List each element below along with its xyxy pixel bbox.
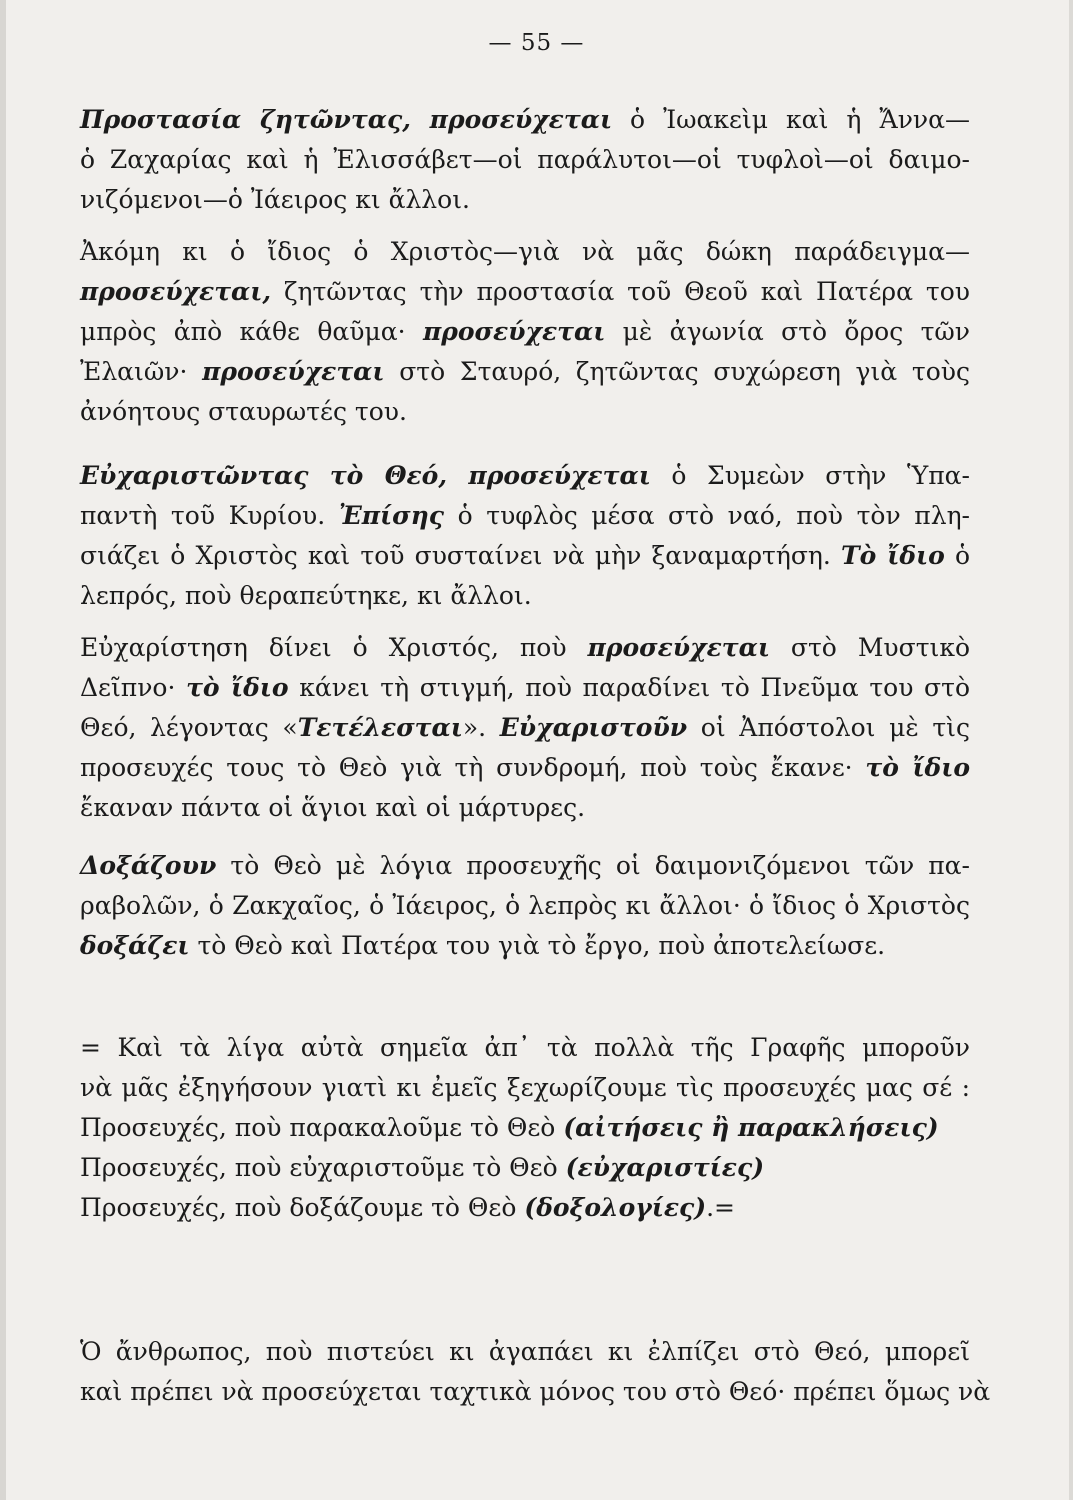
emphasis-text: (δοξολογίες) [524,1193,707,1222]
body-text: λεπρός, ποὺ θεραπεύτηκε, κι ἄλλοι. [80,581,532,610]
emphasis-text: (εὐχαριστίες) [565,1153,765,1182]
emphasis-text: Προστασία ζητῶντας, προσεύχεται [80,105,613,134]
text-line [80,886,970,926]
body-text: ». [462,713,500,742]
paragraph-5 [80,846,970,966]
body-text: μπρὸς ἀπὸ κάθε θαῦμα· [80,317,423,346]
body-text: ἔκαναν πάντα οἱ ἅγιοι καὶ οἱ μάρτυρες. [80,793,586,822]
body-text: Ὁ ἄνθρωπος, ποὺ πιστεύει κι ἀγαπάει κι ἐλπίζει στὸ Θεό, μπορεῖ [80,1337,970,1366]
body-text: .= [706,1193,735,1222]
emphasis-text: δοξάζει [80,931,190,960]
text-line [80,1068,970,1108]
page-left-edge [0,0,6,1500]
text-line [80,1372,991,1412]
paragraph-7 [80,1332,991,1412]
body-text: Προσευχές, ποὺ δοξάζουμε τὸ Θεὸ [80,1193,525,1222]
text-line [80,392,970,432]
body-text: στὸ Σταυρό, ζητῶντας συχώρεση γιὰ τοὺς [384,357,970,386]
paragraph-6 [80,1028,970,1228]
emphasis-text: Ἐπίσης [338,501,444,530]
body-text: κάνει τὴ στιγμή, ποὺ παραδίνει τὸ Πνεῦμα του στὸ [288,673,971,702]
body-text: τὸ Θεὸ καὶ Πατέρα του γιὰ τὸ ἔργο, ποὺ ἀποτελείωσε. [189,931,886,960]
emphasis-text: προσεύχεται [587,633,770,662]
paragraph-1 [80,100,970,220]
body-text: ὁ Ζαχαρίας καὶ ἡ Ἐλισσάβετ—οἱ παράλυτοι—οἱ τυφλοὶ—οἱ δαιμο- [80,145,970,174]
body-text: στὸ Μυστικὸ [769,633,971,662]
text-line [80,100,970,140]
text-line [80,180,970,220]
body-text: Θεό, λέγοντας « [80,713,298,742]
paragraph-3 [80,456,970,616]
body-text: παντὴ τοῦ Κυρίου. [80,501,339,530]
body-text: σιάζει ὁ Χριστὸς καὶ τοῦ συσταίνει νὰ μὴν ξαναμαρτήση. [80,541,842,570]
emphasis-text: (αἰτήσεις ἢ παρακλήσεις) [563,1113,939,1142]
text-line [80,576,970,616]
body-text: νιζόμενοι—ὁ Ἰάειρος κι ἄλλοι. [80,185,470,214]
emphasis-text: προσεύχεται, [80,277,272,306]
page-right-edge [1069,0,1073,1500]
text-line [80,1332,970,1372]
text-line [80,312,970,352]
body-text: οἱ Ἀπόστολοι μὲ τὶς [687,713,970,742]
text-line [80,628,970,668]
text-line [80,708,970,748]
paragraph-4 [80,628,970,828]
emphasis-text: Δοξάζουν [80,851,217,880]
emphasis-text: τὸ ἴδιο [186,673,289,702]
text-line [80,1028,970,1068]
text-line [80,788,970,828]
body-text: ὁ Συμεὼν στὴν Ὑπα- [650,461,971,490]
text-line [80,1108,970,1148]
text-line [80,536,970,576]
text-line [80,352,970,392]
emphasis-text: τὸ ἴδιο [865,753,970,782]
paragraph-2 [80,232,970,432]
text-line [80,668,970,708]
text-line [80,926,970,966]
body-text: καὶ πρέπει νὰ προσεύχεται ταχτικὰ μόνος του στὸ Θεό· πρέπει ὅμως νὰ [80,1377,991,1406]
body-text: ἀνόητους σταυρωτές του. [80,397,407,426]
text-line [80,456,970,496]
body-text: = Καὶ τὰ λίγα αὐτὰ σημεῖα ἀπ᾽ τὰ πολλὰ τῆς Γραφῆς μποροῦν [80,1033,970,1062]
text-line [80,140,970,180]
body-text: μὲ ἀγωνία στὸ ὄρος τῶν [605,317,970,346]
body-text: τὸ Θεὸ μὲ λόγια προσευχῆς οἱ δαιμονιζόμενοι τῶν πα- [216,851,970,880]
body-text: Δεῖπνο· [80,673,187,702]
text-line [80,272,970,312]
body-text: ζητῶντας τὴν προστασία τοῦ Θεοῦ καὶ Πατέρα του [271,277,970,306]
text-line [80,496,970,536]
body-text: ὁ Ἰωακεὶμ καὶ ἡ Ἄννα— [612,105,970,134]
emphasis-text: προσεύχεται [422,317,606,346]
emphasis-text: Τετέλεσται [297,713,463,742]
body-text: ὁ τυφλὸς μέσα στὸ ναό, ποὺ τὸν πλη- [443,501,970,530]
text-line [80,1148,970,1188]
text-line [80,846,970,886]
body-text: προσευχές τους τὸ Θεὸ γιὰ τὴ συνδρομή, ποὺ τοὺς ἔκανε· [80,753,866,782]
body-text: Εὐχαρίστηση δίνει ὁ Χριστός, ποὺ [80,633,588,662]
body-text: Ἐλαιῶν· [80,357,203,386]
body-text: Ἀκόμη κι ὁ ἴδιος ὁ Χριστὸς—γιὰ νὰ μᾶς δώκη παράδειγμα— [80,237,970,266]
emphasis-text: Εὐχαριστῶντας τὸ Θεό, προσεύχεται [80,461,651,490]
text-line [80,232,970,272]
text-line [80,748,970,788]
body-text: ραβολῶν, ὁ Ζακχαῖος, ὁ Ἰάειρος, ὁ λεπρὸς κι ἄλλοι· ὁ ἴδιος ὁ Χριστὸς [80,891,970,920]
body-text: Προσευχές, ποὺ παρακαλοῦμε τὸ Θεὸ [80,1113,564,1142]
text-line [80,1188,970,1228]
emphasis-text: Εὐχαριστοῦν [499,713,688,742]
emphasis-text: προσεύχεται [202,357,385,386]
body-text: Προσευχές, ποὺ εὐχαριστοῦμε τὸ Θεὸ [80,1153,566,1182]
page-number: — 55 — [488,30,585,56]
body-text: νὰ μᾶς ἐξηγήσουν γιατὶ κι ἐμεῖς ξεχωρίζουμε τὶς προσευχές μας σέ : [80,1073,970,1102]
body-text: ὁ [944,541,971,570]
emphasis-text: Τὸ ἴδιο [841,541,945,570]
